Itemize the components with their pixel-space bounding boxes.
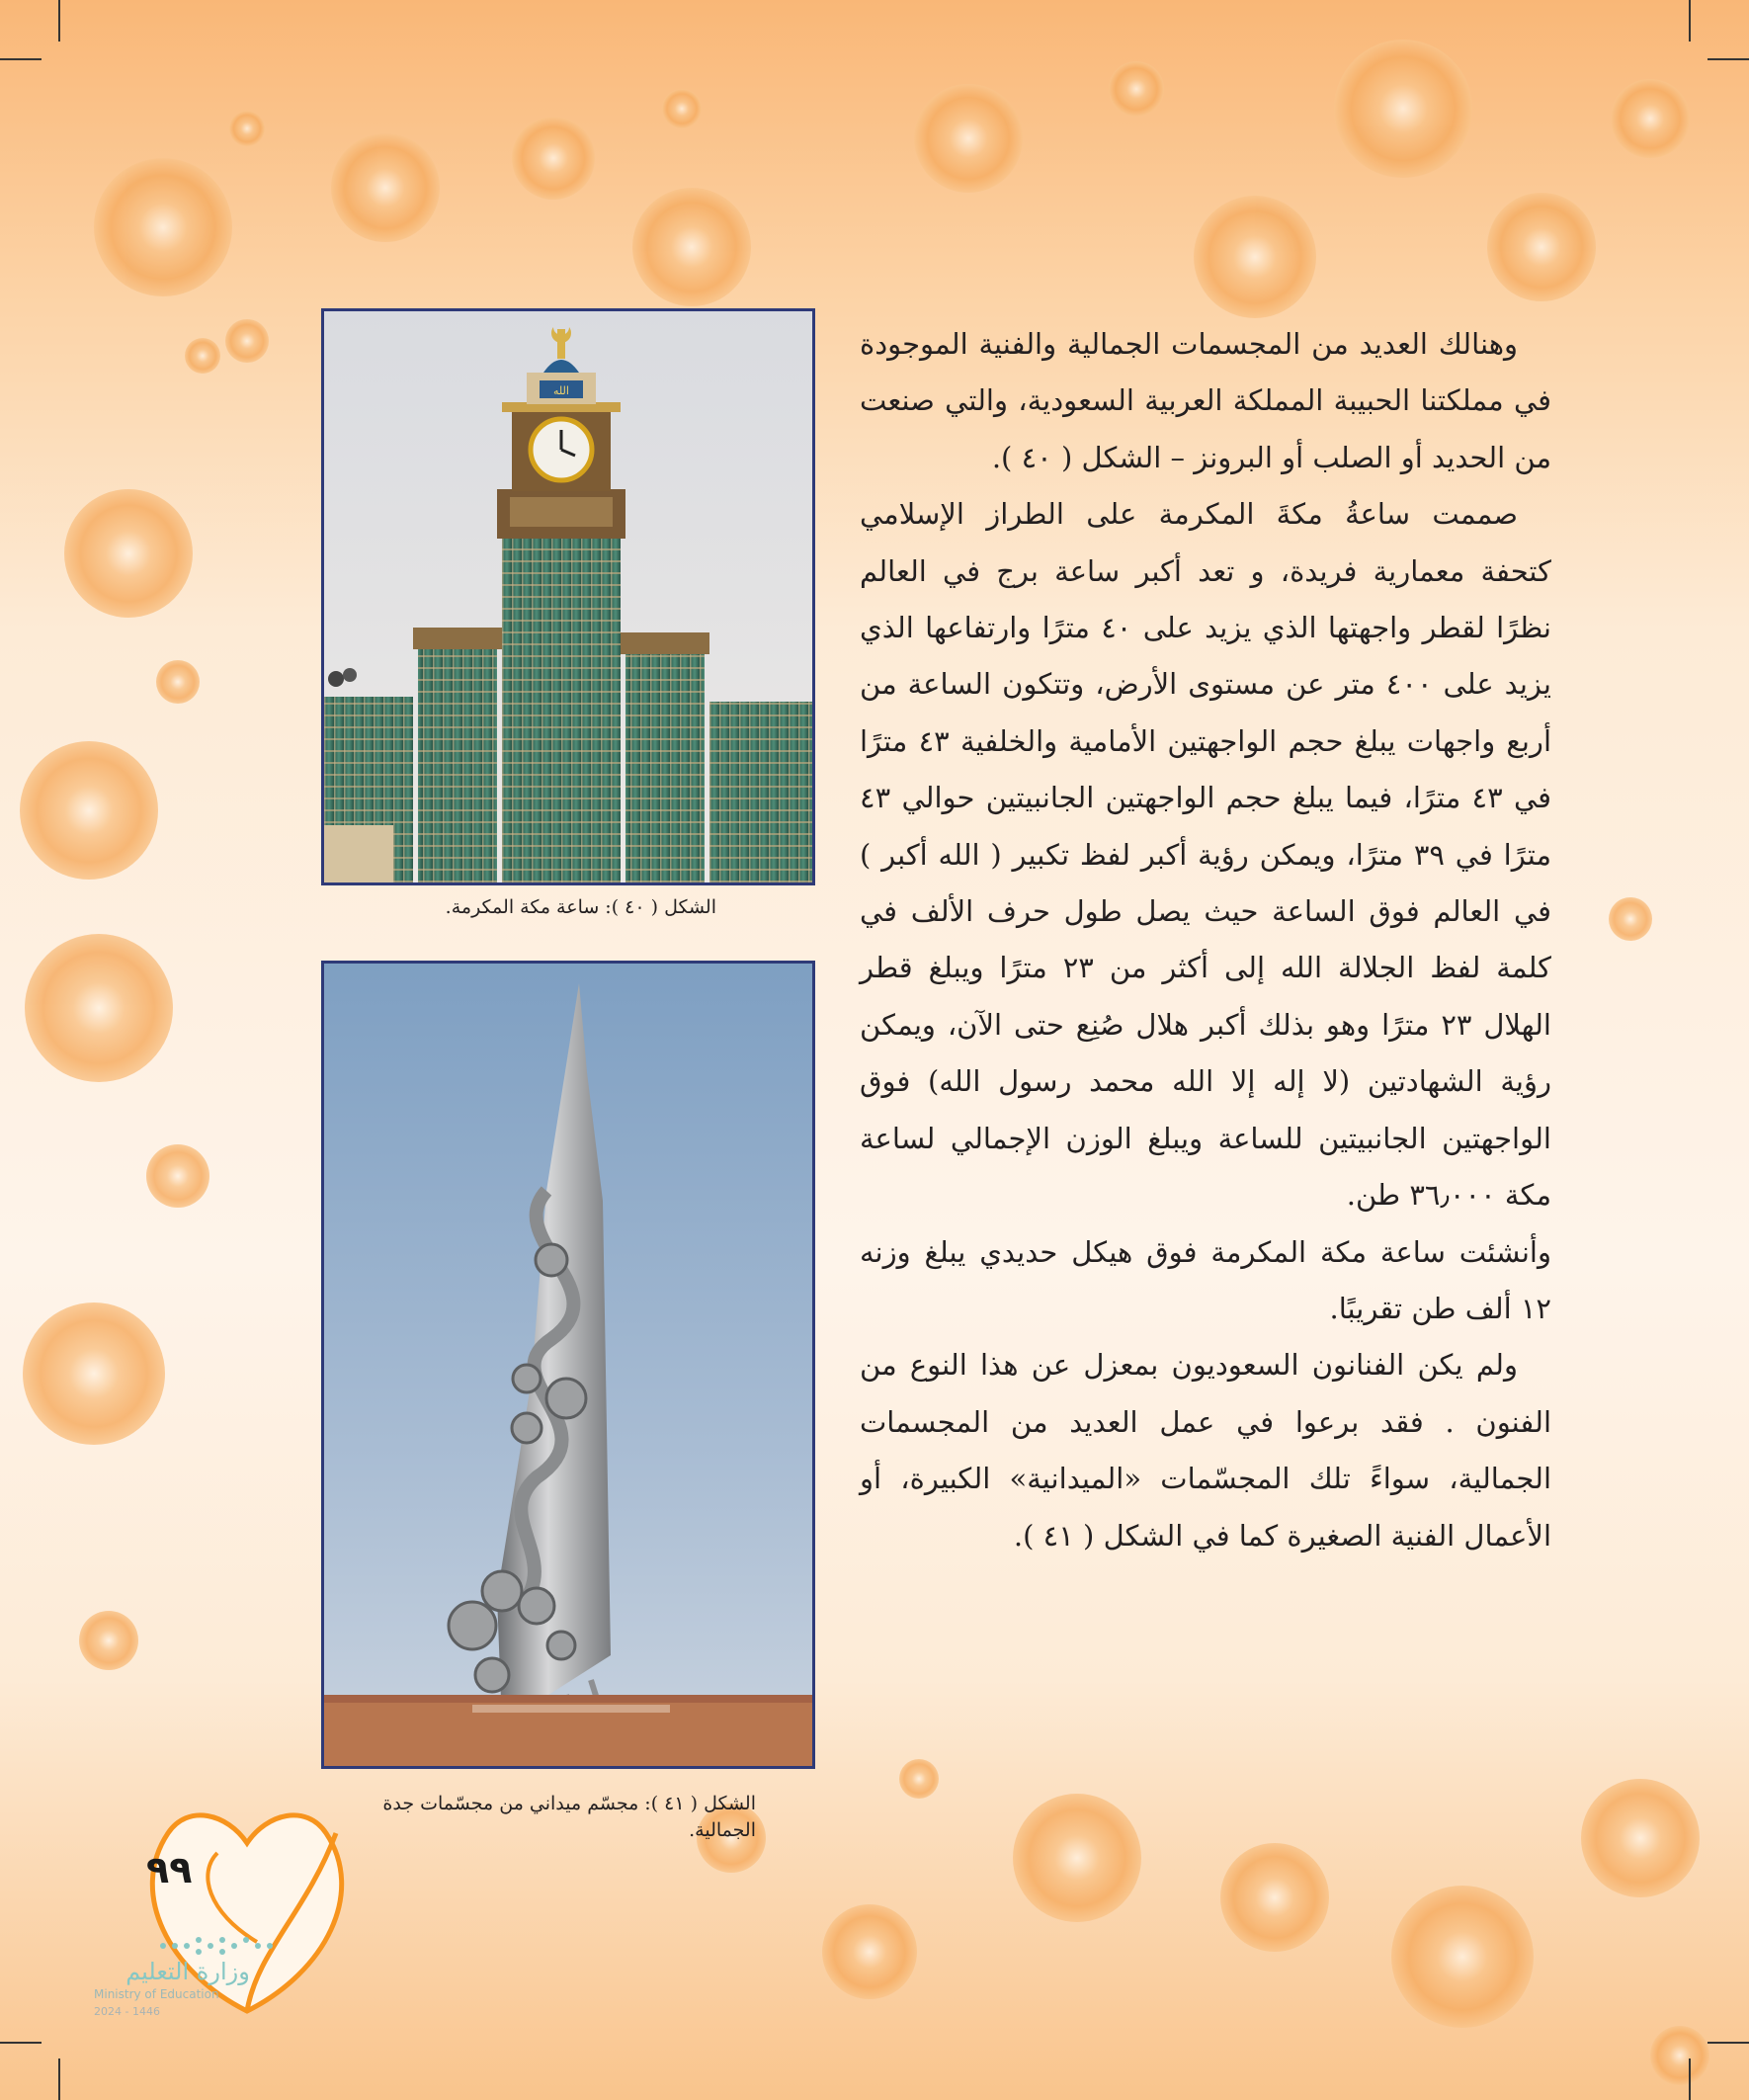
paragraph-makkah-clock: صممت ساعةُ مكةَ المكرمة على الطراز الإسلامي كتحفة معمارية فريدة، و تعد أكبر ساعة برج في العالم نظرًا لقطر واجهتها الذي يزيد على ٤٠ مترًا وارتفاعها الذي يزيد على ٤٠٠ متر عن مستوى الأرض، وتتكون الساعة من أربع واجهات يبلغ حجم الواجهتين الأمامية والخلفية ٤٣ مترًا في ٤٣ مترًا، فيما يبلغ حجم الواجهتين الجانبيتين حوالي ٤٣ مترًا في ٣٩ مترًا، ويمكن رؤية أكبر لفظ تكبير ( الله أكبر ) في العالم فوق الساعة حيث يصل طول حرف الألف في كلمة لفظ الجلالة الله إلى أكثر من ٢٣ مترًا ويبلغ قطر الهلال ٢٣ مترًا وهو بذلك أكبر هلال صُنِع حتى الآن، ويمكن رؤية الشهادتين (لا إله إلا الله محمد رسول الله) فوق الواجهتين الجانبيتين للساعة ويبلغ الوزن الإجمالي لساعة مكة ٣٦٫٠٠٠ طن.	[860, 497, 1552, 1213]
clock-lettering: الله	[553, 384, 569, 397]
crop-mark	[58, 2058, 60, 2100]
sculpture-illustration	[324, 964, 812, 1766]
paragraph-sculptures-intro: وهنالك العديد من المجسمات الجمالية والفنية الموجودة في مملكتنا الحبيبة المملكة العربية السعودية، والتي صنعت من الحديد أو الصلب أو البرونز – الشكل ( ٤٠ ).	[860, 327, 1551, 474]
crop-mark	[1689, 0, 1691, 42]
crop-mark	[1707, 58, 1749, 60]
crop-mark	[1707, 2042, 1749, 2044]
page-number: ٩٩	[146, 1848, 193, 1891]
crop-mark	[1689, 2058, 1691, 2100]
body-text	[860, 316, 1551, 1564]
clock-tower-illustration	[324, 311, 812, 882]
crop-mark	[58, 0, 60, 42]
ministry-dots-icon	[153, 1932, 282, 1960]
ministry-name-ar: وزارة التعليم	[125, 1958, 250, 1985]
ministry-name-en: Ministry of Education	[94, 1987, 219, 2001]
ministry-year: 2024 - 1446	[94, 2005, 160, 2018]
figure-40-caption: الشكل ( ٤٠ ): ساعة مكة المكرمة.	[445, 896, 716, 918]
paragraph-saudi-artists: ولم يكن الفنانون السعوديون بمعزل عن هذا النوع من الفنون . فقد برعوا في عمل العديد من المجسمات الجمالية، سواءً تلك المجسّمات «الميدانية» الكبيرة، أو الأعمال الفنية الصغيرة كما في الشكل ( ٤١ ).	[860, 1348, 1551, 1553]
figure-41-caption: الشكل ( ٤١ ): مجسّم ميداني من مجسّمات جدة الجمالية.	[382, 1793, 756, 1841]
figure-40-clock-tower-photo	[321, 308, 815, 885]
figure-41-sculpture-photo	[321, 961, 815, 1769]
ministry-logo	[94, 1932, 311, 2021]
crop-mark	[0, 2042, 42, 2044]
crop-mark	[0, 58, 42, 60]
paragraph-steel-structure: وأنشئت ساعة مكة المكرمة فوق هيكل حديدي يبلغ وزنه ١٢ ألف طن تقريبًا.	[860, 1234, 1551, 1325]
